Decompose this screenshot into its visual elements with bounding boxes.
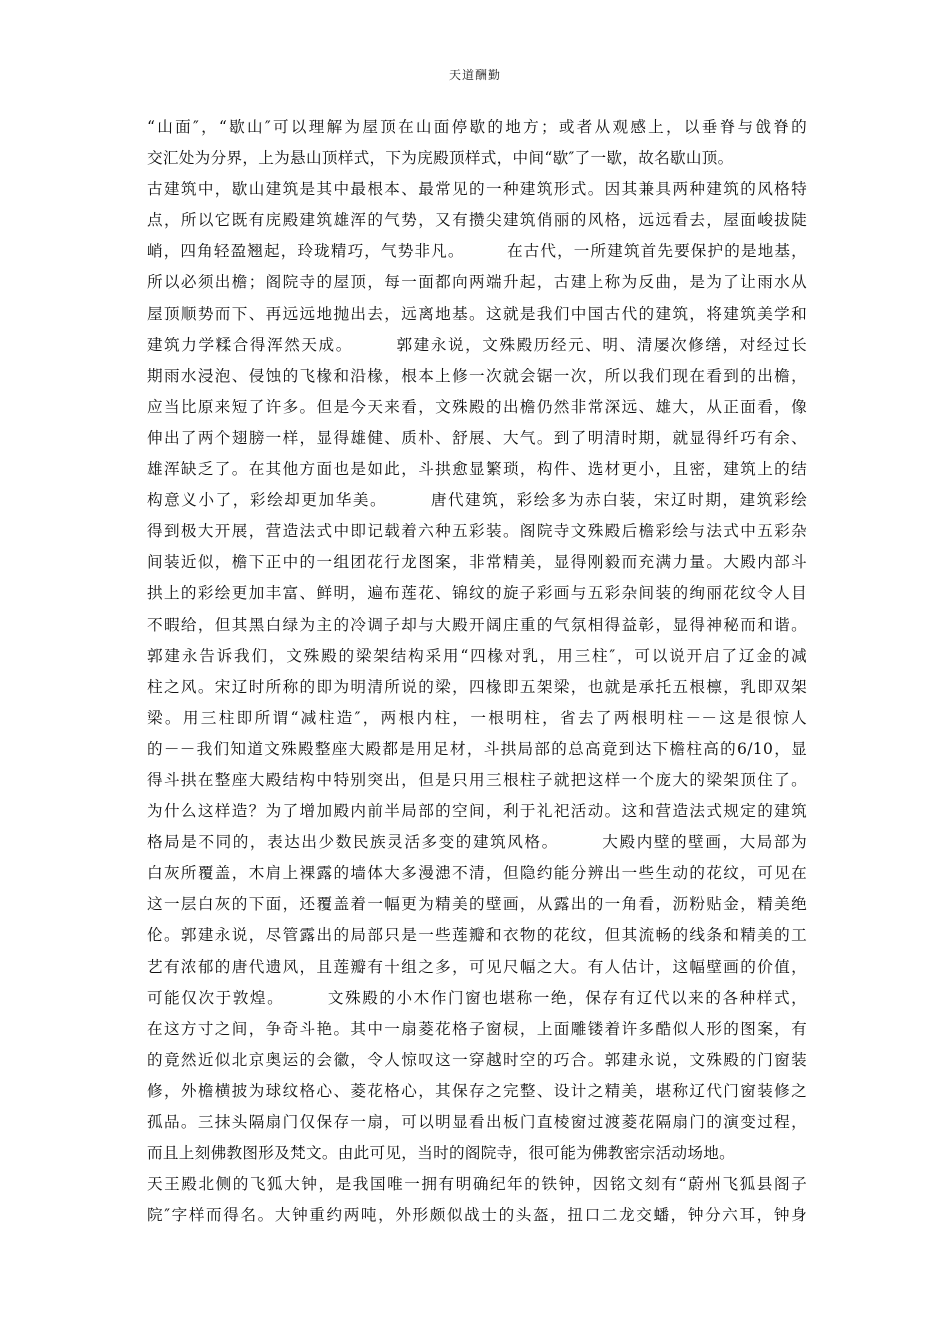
text-line: 拱上的彩绘更加丰富、鲜明，遍布莲花、锦纹的旋子彩画与五彩杂间装的绚丽花纹令人目 [147, 584, 807, 603]
document-body [147, 112, 807, 1231]
text-line: 不暇给，但其黑白绿为主的冷调子却与大殿开阔庄重的气氛相得益彰，显得神秘而和谐。 [147, 615, 807, 634]
text-line: 梁。用三柱即所谓“减柱造″，两根内柱，一根明柱，省去了两根明柱－－这是很惊人 [147, 708, 807, 727]
text-line: 伸出了两个翅膀一样，显得雄健、质朴、舒展、大气。到了明清时期，就显得纤巧有余、 [147, 428, 807, 447]
text-line: 期雨水浸泡、侵蚀的飞椽和沿椽，根本上修一次就会锯一次，所以我们现在看到的出檐， [147, 366, 807, 385]
text-line: 郭建永告诉我们，文殊殿的梁架结构采用“四椽对乳，用三柱″，可以说开启了辽金的减 [147, 646, 807, 665]
text-line: 的竟然近似北京奥运的会徽，令人惊叹这一穿越时空的巧合。郭建永说，文殊殿的门窗装 [147, 1050, 807, 1069]
text-line: 柱之风。宋辽时所称的即为明清所说的梁，四椽即五架梁，也就是承托五根檩，乳即双架 [147, 677, 807, 696]
text-line: 在这方寸之间，争奇斗艳。其中一扇菱花格子窗棂，上面雕镂着许多酷似人形的图案，有 [147, 1019, 807, 1038]
text-line: 天王殿北侧的飞狐大钟，是我国唯一拥有明确纪年的铁钟，因铭文刻有“蔚州飞狐县阁子 [147, 1175, 807, 1194]
text-line: 建筑力学糅合得浑然天成。 郭建永说，文殊殿历经元、明、清屡次修缮，对经过长 [147, 335, 807, 354]
text-line: 而且上刻佛教图形及梵文。由此可见，当时的阁院寺，很可能为佛教密宗活动场地。 [147, 1144, 736, 1163]
text-line: “山面″，“歇山″可以理解为屋顶在山面停歇的地方；或者从观感上，以垂脊与戗脊的 [147, 118, 807, 136]
text-line: 院″字样而得名。大钟重约两吨，外形颇似战士的头盔，扭口二龙交蟠，钟分六耳，钟身 [147, 1206, 807, 1225]
text-line: 间装近似，檐下正中的一组团花行龙图案，非常精美，显得刚毅而充满力量。大殿内部斗 [147, 553, 807, 572]
text-line: 雄浑缺乏了。在其他方面也是如此，斗拱愈显繁琐，构件、选材更小，且密，建筑上的结 [147, 460, 807, 479]
text-line: 得斗拱在整座大殿结构中特别突出，但是只用三根柱子就把这样一个庞大的梁架顶住了。 [147, 770, 807, 789]
text-line: 为什么这样造？为了增加殿内前半局部的空间，利于礼祀活动。这和营造法式规定的建筑 [147, 802, 807, 821]
page-header: 天道酬勤 [448, 68, 501, 82]
text-line: 所以必须出檐；阁院寺的屋顶，每一面都向两端升起，古建上称为反曲，是为了让雨水从 [147, 273, 807, 292]
text-line: 伦。郭建永说，尽管露出的局部只是一些莲瓣和衣物的花纹，但其流畅的线条和精美的工 [147, 926, 807, 945]
text-line: 得到极大开展，营造法式中即记载着六种五彩装。阁院寺文殊殿后檐彩绘与法式中五彩杂 [147, 522, 807, 541]
text-line: 交汇处为分界，上为悬山顶样式，下为庑殿顶样式，中间“歇″了一歇，故名歇山顶。 [147, 149, 734, 168]
text-line: 格局是不同的，表达出少数民族灵活多变的建筑风格。 大殿内壁的壁画，大局部为 [147, 833, 807, 852]
text-line: 古建筑中，歇山建筑是其中最根本、最常见的一种建筑形式。因其兼具两种建筑的风格特 [147, 180, 807, 199]
text-line: 峭，四角轻盈翘起，玲珑精巧，气势非凡。 在古代，一所建筑首先要保护的是地基， [147, 242, 807, 261]
text-line: 这一层白灰的下面，还覆盖着一幅更为精美的壁画，从露出的一角看，沥粉贴金，精美绝 [147, 895, 807, 914]
text-line: 孤品。三抹头隔扇门仅保存一扇，可以明显看出板门直棱窗过渡菱花隔扇门的演变过程， [147, 1113, 807, 1131]
text-line: 屋顶顺势而下、再远远地抛出去，远离地基。这就是我们中国古代的建筑，将建筑美学和 [147, 304, 807, 323]
text-line: 构意义小了，彩绘却更加华美。 唐代建筑，彩绘多为赤白装，宋辽时期，建筑彩绘 [147, 491, 807, 510]
text-line: 点，所以它既有庑殿建筑雄浑的气势，又有攒尖建筑俏丽的风格，远远看去，屋面峻拔陡 [147, 211, 807, 230]
text-line: 修，外檐横披为球纹格心、菱花格心，其保存之完整、设计之精美，堪称辽代门窗装修之 [147, 1081, 807, 1100]
text-line: 艺有浓郁的唐代遗风，且莲瓣有十组之多，可见尺幅之大。有人估计，这幅壁画的价值， [147, 957, 807, 976]
text-line: 应当比原来短了许多。但是今天来看，文殊殿的出檐仍然非常深远、雄大，从正面看，像 [147, 397, 807, 416]
text-line: 白灰所覆盖，木肩上裸露的墙体大多漫漶不清，但隐约能分辨出一些生动的花纹，可见在 [147, 864, 807, 883]
text-line: 可能仅次于敦煌。 文殊殿的小木作门窗也堪称一绝，保存有辽代以来的各种样式， [147, 988, 807, 1007]
text-line: 的－－我们知道文殊殿整座大殿都是用足材，斗拱局部的总高竟到达下檐柱高的6/10，显 [147, 739, 807, 758]
